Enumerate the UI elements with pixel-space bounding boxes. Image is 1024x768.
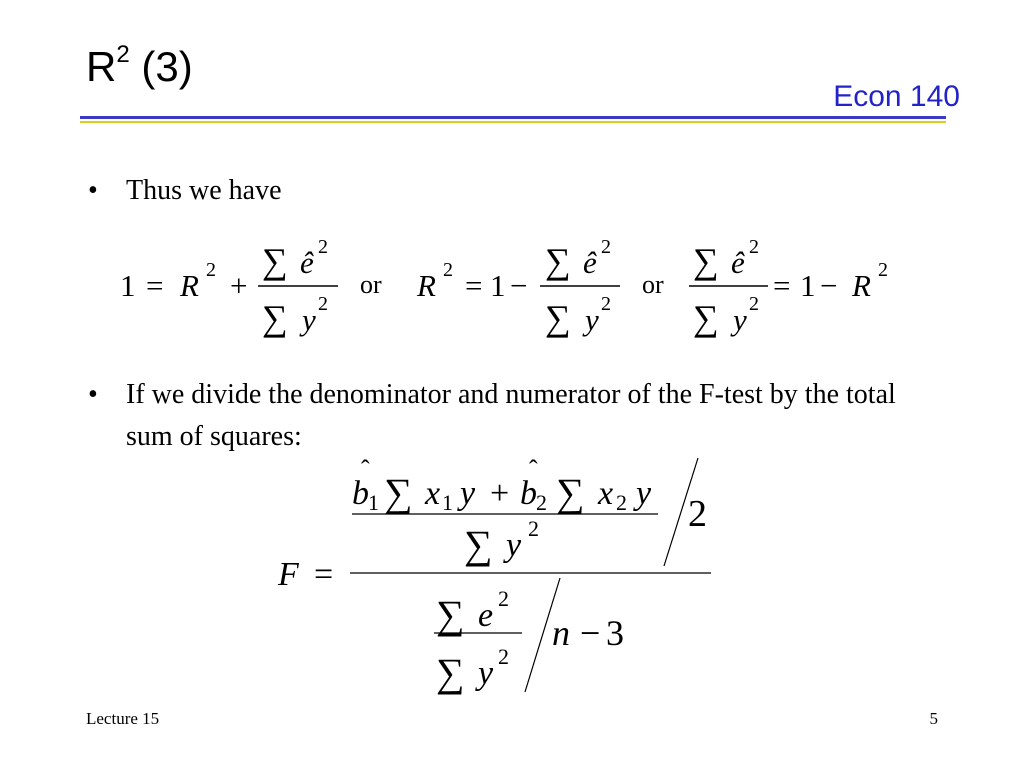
beta2-sub: 2 — [536, 490, 547, 515]
x2y-y: y — [636, 475, 652, 512]
bullet-marker: • — [88, 379, 98, 410]
df-minus: − — [580, 613, 601, 653]
eq1-equals: = — [146, 268, 164, 303]
eq1-num-sum: ∑ — [262, 241, 288, 281]
lower-num-exp: 2 — [498, 586, 509, 611]
conjunction-or-2: or — [642, 270, 664, 299]
title-letter: R — [86, 43, 117, 90]
beta1-sub: 1 — [368, 490, 379, 515]
eq1-num-ehat: ê — [300, 245, 314, 280]
f-equals: = — [314, 556, 334, 593]
footer-lecture: Lecture 15 — [86, 709, 160, 728]
eq1-plus: + — [230, 268, 248, 303]
eq2-den-y: y — [585, 302, 599, 337]
sum-x1y: ∑ — [384, 470, 413, 515]
lower-den-sum: ∑ — [436, 650, 465, 695]
eq3-den-y: y — [733, 302, 747, 337]
equation-1 — [120, 236, 338, 338]
upper-den-y: y — [506, 527, 522, 564]
x1-sub: 1 — [442, 490, 453, 515]
eq2-num-sum: ∑ — [545, 241, 571, 281]
eq3-r-exp: 2 — [878, 259, 888, 281]
lower-num-e: e — [478, 597, 494, 634]
eq1-den-sum: ∑ — [262, 298, 288, 338]
beta2-hat: ˆ — [529, 455, 538, 484]
lower-den-exp: 2 — [498, 644, 509, 669]
bullet-marker: • — [88, 175, 98, 206]
beta1-hat: ˆ — [361, 455, 370, 484]
eq3-den-exp: 2 — [749, 293, 759, 315]
df-n: n — [552, 613, 570, 653]
eq2-den-sum: ∑ — [545, 298, 571, 338]
lower-den-y: y — [478, 655, 494, 692]
eq3-num-exp: 2 — [749, 236, 759, 258]
df-three: 3 — [606, 613, 624, 653]
x2-var: x — [598, 475, 614, 512]
f-symbol: F — [278, 556, 299, 593]
eq1-den-y: y — [302, 302, 316, 337]
sum-x2y: ∑ — [556, 470, 585, 515]
eq2-r: R — [417, 268, 436, 303]
bullet-text: Thus we have — [126, 175, 282, 206]
eq1-r-exp: 2 — [206, 259, 216, 281]
equation-3 — [689, 236, 888, 338]
eq3-num-ehat: ê — [731, 245, 745, 280]
title-rest: (3) — [129, 43, 193, 90]
eq1-den-exp: 2 — [318, 293, 328, 315]
eq3-den-sum: ∑ — [693, 298, 719, 338]
beta1-b: b — [352, 475, 369, 512]
eq1-num-exp: 2 — [318, 236, 328, 258]
eq3-num-sum: ∑ — [693, 241, 719, 281]
eq2-r-exp: 2 — [443, 259, 453, 281]
lower-num-sum: ∑ — [436, 592, 465, 637]
eq1-r: R — [180, 268, 199, 303]
numerator-plus: + — [490, 475, 510, 512]
x2-sub: 2 — [616, 490, 627, 515]
bullet-text: If we divide the denominator and numerator of the F-test by the total sum of squares: — [126, 379, 896, 452]
eq2-num-ehat: ê — [583, 245, 597, 280]
f-test-formula — [277, 455, 711, 695]
footer-page-number: 5 — [929, 709, 938, 728]
upper-divisor: 2 — [688, 493, 707, 535]
eq2-one: 1 — [490, 268, 506, 303]
eq2-equals: = — [465, 268, 483, 303]
eq3-equals: = — [773, 268, 791, 303]
x1-var: x — [425, 475, 441, 512]
eq3-one: 1 — [800, 268, 816, 303]
title-superscript: 2 — [116, 41, 130, 68]
course-label: Econ 140 — [833, 80, 960, 113]
eq2-minus: − — [510, 268, 528, 303]
eq2-num-exp: 2 — [601, 236, 611, 258]
conjunction-or-1: or — [360, 270, 382, 299]
upper-den-sum: ∑ — [464, 522, 493, 567]
eq3-r: R — [852, 268, 871, 303]
x1y-y: y — [460, 475, 476, 512]
upper-den-exp: 2 — [528, 516, 539, 541]
eq1-one: 1 — [120, 268, 136, 303]
beta2-b: b — [520, 475, 537, 512]
eq2-den-exp: 2 — [601, 293, 611, 315]
equation-2 — [416, 236, 620, 338]
eq3-minus: − — [820, 268, 838, 303]
